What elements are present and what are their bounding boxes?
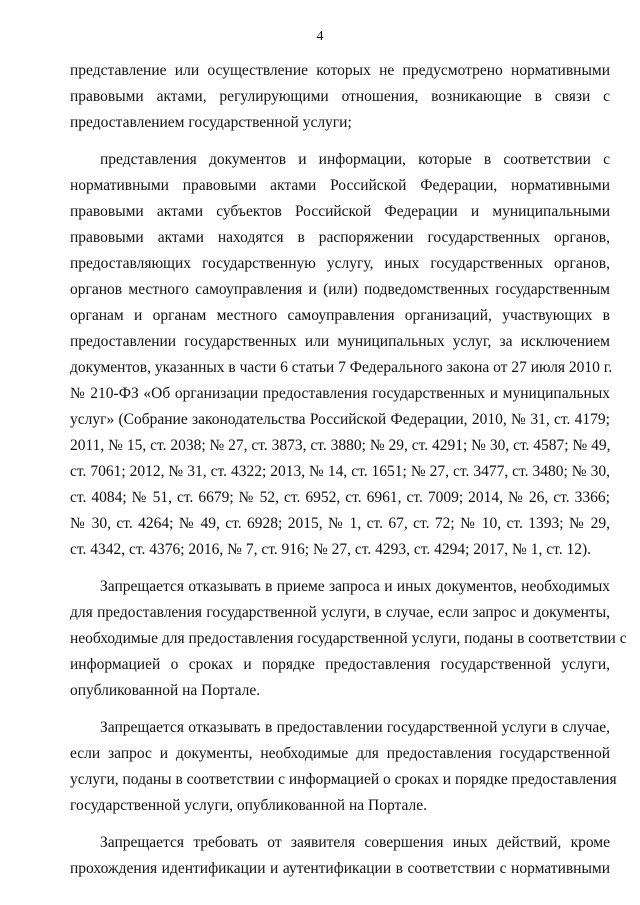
- text-line: органам и органам местного самоуправления организаций, участвующих в: [70, 307, 610, 324]
- text-line: предоставляющих государственную услугу, иных государственных органов,: [70, 255, 610, 272]
- text-line: 2011, № 15, ст. 2038; № 27, ст. 3873, ст. 3880; № 29, ст. 4291; № 30, ст. 4587; № 49,: [70, 437, 611, 454]
- text-line: нормативными правовыми актами Российской Федерации, нормативными: [70, 177, 610, 194]
- paragraph: [70, 715, 617, 819]
- text-line: ст. 7061; 2012, № 31, ст. 4322; 2013, № 14, ст. 1651; № 27, ст. 3477, ст. 3480; № 30,: [70, 463, 610, 480]
- paragraph: [70, 58, 610, 136]
- text-line: представления документов и информации, которые в соответствии с: [100, 151, 610, 168]
- page-number: 4: [316, 29, 324, 44]
- text-line: документов, указанных в части 6 статьи 7 Федерального закона от 27 июля 2010 г.: [70, 359, 613, 376]
- text-line: правовыми актами находятся в распоряжении государственных органов,: [70, 229, 610, 246]
- text-line: если запрос и документы, необходимые для предоставления государственной: [70, 745, 610, 762]
- paragraph: [70, 574, 627, 704]
- text-line: правовыми актами субъектов Российской Федерации и муниципальными: [70, 203, 610, 220]
- text-line: Запрещается отказывать в приеме запроса и иных документов, необходимых: [100, 578, 610, 595]
- text-line: услуг» (Собрание законодательства Российской Федерации, 2010, № 31, ст. 4179;: [70, 411, 610, 428]
- text-line: прохождения идентификации и аутентификации в соответствии с нормативными: [70, 860, 610, 877]
- text-line: № 210-ФЗ «Об организации предоставления государственных и муниципальных: [70, 385, 610, 402]
- text-line: представление или осуществление которых не предусмотрено нормативными: [70, 62, 610, 79]
- text-line: необходимые для предоставления государственной услуги, поданы в соответствии с: [70, 630, 627, 647]
- text-line: опубликованной на Портале.: [70, 682, 261, 699]
- text-line: № 30, ст. 4264; № 49, ст. 6928; 2015, № 1, ст. 67, ст. 72; № 10, ст. 1393; № 29,: [70, 515, 610, 532]
- text-line: правовыми актами, регулирующими отношения, возникающие в связи с: [70, 88, 610, 105]
- text-line: Запрещается требовать от заявителя совершения иных действий, кроме: [100, 834, 610, 851]
- text-line: предоставлении государственных или муниципальных услуг, за исключением: [70, 333, 610, 350]
- text-line: информацией о сроках и порядке предоставления государственной услуги,: [70, 656, 610, 673]
- text-line: ст. 4342, ст. 4376; 2016, № 7, ст. 916; № 27, ст. 4293, ст. 4294; 2017, № 1, ст. 12).: [70, 541, 591, 558]
- text-line: для предоставления государственной услуги, в случае, если запрос и документы,: [70, 604, 610, 621]
- paragraph: [70, 830, 610, 882]
- text-line: Запрещается отказывать в предоставлении государственной услуги в случае,: [100, 719, 610, 736]
- text-line: услуги, поданы в соответствии с информацией о сроках и порядке предоставления: [70, 771, 617, 788]
- text-line: государственной услуги, опубликованной на Портале.: [70, 797, 427, 814]
- document-body: [70, 58, 627, 893]
- text-line: предоставлением государственной услуги;: [70, 114, 352, 131]
- text-line: органов местного самоуправления и (или) подведомственных государственным: [70, 281, 610, 298]
- text-line: ст. 4084; № 51, ст. 6679; № 52, ст. 6952, ст. 6961, ст. 7009; 2014, № 26, ст. 3366;: [70, 489, 610, 506]
- paragraph: [70, 147, 613, 563]
